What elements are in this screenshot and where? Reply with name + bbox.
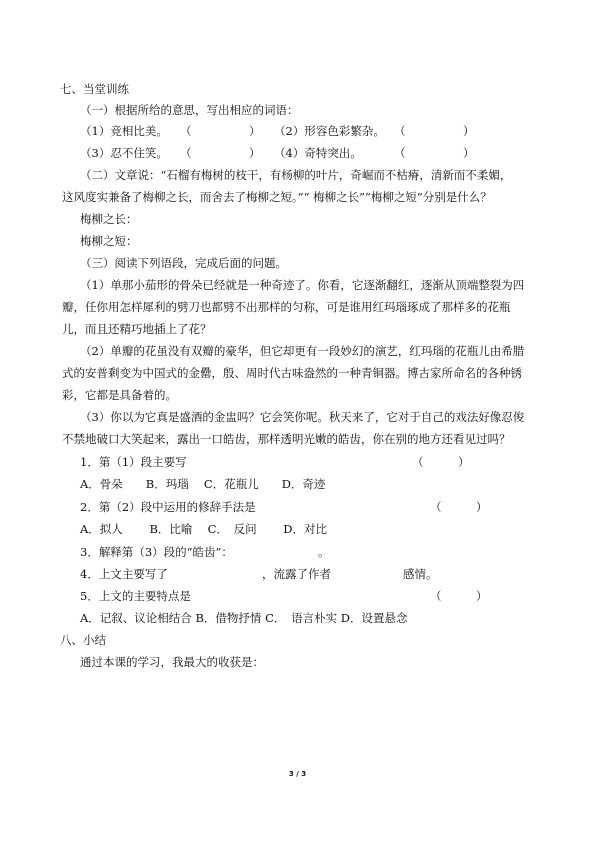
question-1: 1．第（1）段主要写 xyxy=(80,455,187,469)
page-number: 3 / 3 xyxy=(288,770,307,778)
part-1-item-2: （2）形容色彩繁杂。 xyxy=(274,124,385,138)
question-3: 3．解释第（3）段的“皓齿”： xyxy=(80,545,233,559)
question-5-blank: （ ） xyxy=(430,589,488,603)
paragraph-2-line-1: （2）单瓣的花虽没有双瓣的豪华，但它却更有一段妙幻的演艺，红玛瑙的花瓶儿由希腊 xyxy=(80,344,525,358)
question-4: 4．上文主要写了 xyxy=(80,567,168,581)
question-4-end: 感情。 xyxy=(403,567,438,581)
summary-line: 通过本课的学习，我最大的收获是： xyxy=(80,655,264,669)
paragraph-3-line-2: 不禁地破口大笑起来，露出一口皓齿，那样透明光嫩的皓齿，你在别的地方还看见过吗？ xyxy=(62,432,511,446)
question-4-middle: ，流露了作者 xyxy=(262,567,331,581)
question-3-end: 。 xyxy=(318,545,330,559)
question-2-blank: （ ） xyxy=(430,500,488,514)
part-1-item-1: （1）竞相比美。 xyxy=(80,124,168,138)
paragraph-1-line-1: （1）单那小茄形的骨朵已经就是一种奇迹了。你看，它逐渐翻红，逐渐从顶端整裂为四 xyxy=(80,278,525,292)
paragraph-2-line-2: 式的安普剩变为中国式的金罍，殷、周时代古味盎然的一种青铜器。博古家所命名的各种锈 xyxy=(62,366,522,380)
part-1-item-2-blank: （ ） xyxy=(394,124,475,138)
part-2-line-1: （二）文章说：“石榴有梅树的枝干，有杨柳的叶片，奇崛而不枯瘠，清新而不柔媚， xyxy=(80,168,512,182)
paragraph-1-line-3: 儿，而且还精巧地插上了花？ xyxy=(62,322,212,336)
part-3-heading: （三）阅读下列语段，完成后面的问题。 xyxy=(80,256,287,270)
question-2-options: A．拟人 B．比喻 C． 反问 D．对比 xyxy=(80,522,327,536)
question-1-options: A．骨朵 B．玛瑙 C．花瓶儿 D．奇迹 xyxy=(80,477,326,491)
part-1-item-4: （4）奇特突出。 xyxy=(274,146,362,160)
paragraph-3-line-1: （3）你以为它真是盛酒的金盅吗？它会笑你呢。秋天来了，它对于自己的戏法好像忍俊 xyxy=(80,410,525,424)
part-2-question-2: 梅柳之短： xyxy=(80,234,138,248)
part-1-item-3-blank: （ ） xyxy=(180,146,261,160)
question-5-options: A．记叙、议论相结合 B．借物抒情 C． 语言朴实 D．设置悬念 xyxy=(80,611,408,625)
question-5: 5．上文的主要特点是 xyxy=(80,589,191,603)
section-7-title: 七、当堂训练 xyxy=(60,82,129,96)
part-1-item-1-blank: （ ） xyxy=(180,124,261,138)
question-2: 2．第（2）段中运用的修辞手法是 xyxy=(80,500,256,514)
section-8-title: 八、小结 xyxy=(60,633,106,647)
part-1-heading: （一）根据所给的意思，写出相应的词语： xyxy=(80,103,299,117)
paragraph-1-line-2: 瓣，任你用怎样犀利的劈刀也都劈不出那样的匀称，可是谁用红玛瑙琢成了那样多的花瓶 xyxy=(62,300,511,314)
part-2-question-1: 梅柳之长： xyxy=(80,212,138,226)
part-2-line-2: 这风度实兼备了梅柳之长，而舍去了梅柳之短。”“ 梅柳之长”“梅柳之短”分别是什么？ xyxy=(62,190,492,204)
question-1-blank: （ ） xyxy=(412,455,470,469)
part-1-item-4-blank: （ ） xyxy=(394,146,475,160)
paragraph-2-line-3: 彩，它都是具备着的。 xyxy=(62,388,177,402)
part-1-item-3: （3）忍不住笑。 xyxy=(80,146,168,160)
